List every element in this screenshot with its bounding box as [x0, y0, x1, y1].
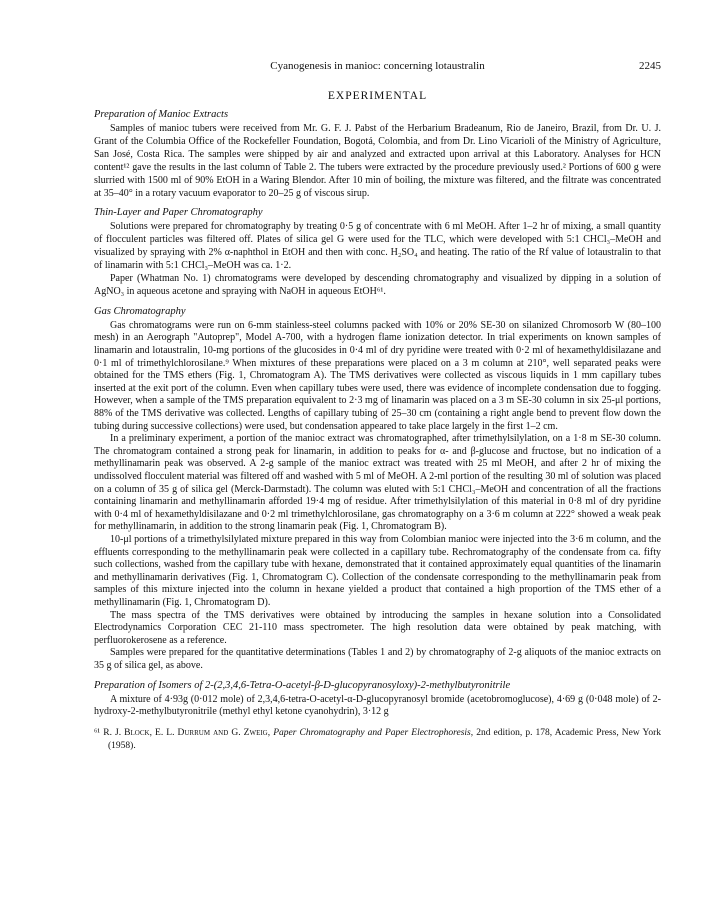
page-number: 2245: [639, 60, 661, 72]
paragraph-gc-4: The mass spectra of the TMS derivatives were obtained by introducing the samples in hexane solution into a Consolidated Electrodynamics Corporation CEC 21-110 mass spectrometer. The high resolution data were obtained by peak matching, with perfluorokerosene as a reference.: [94, 609, 661, 646]
paragraph-extracts: Samples of manioc tubers were received from Mr. G. F. J. Pabst of the Herbarium Bradeanum, Rio de Janeiro, Brazil, from Dr. U. J. Grant of the Columbia Office of the Rockefeller Foundation, Bogotá, Colombia, and from Dr. Lino Vicarioli of the Ministry of Agriculture, San José, Costa Rica. The samples were shipped by air and analyzed and extracted upon arrival at this Laboratory. Analyses for HCN content¹² gave the results in the last column of Table 2. The tubers were extracted by the procedure previously used.² Portions of 600 g were slurried with 1500 ml of 90% EtOH in a Waring Blendor. After 10 min of boiling, the mixture was filtered, and the filtrate was concentrated at 35–40° in a rotary vacuum evaporator to 20–25 g of viscous sirup.: [94, 123, 661, 199]
paragraph-tlc-2: Paper (Whatman No. 1) chromatograms were developed by descending chromatography and visualized by dipping in a solution of AgNO₃ in aqueous acetone and spraying with NaOH in aqueous EtOH⁶¹.: [94, 273, 661, 297]
subsection-heading-tlc: Thin-Layer and Paper Chromatography: [94, 207, 263, 219]
footnote: [94, 727, 661, 752]
paragraph-gc-1: Gas chromatograms were run on 6-mm stainless-steel columns packed with 10% or 20% SE-30 on silanized Chromosorb W (80–100 mesh) in an Aerograph "Autoprep", Model A-700, with a hydrogen flame ionization detector. In trial experiments on known samples of linamarin and lotaustralin, 10-mg portions of the glucosides in 0·4 ml of dry pyridine were treated with 0·2 ml of hexamethyldisilazane and 0·1 ml of trimethylchlorosilane.⁹ When mixtures of these preparations were placed on a 3 m column at 210°, well separated peaks were obtained for the TMS ethers (Fig. 1, Chromatogram A). The TMS derivatives were collected as viscous liquids in 1 mm capillary tubes inserted at the exit port of the column. Even when capillary tubes were used, there was evidence of incomplete condensation due to fogging. However, when a sample of the TMS preparation equivalent to 2·3 mg of linamarin was placed on a 3 m SE-30 column in six 25-μl portions, 88% of the TMS derivative was collected. Lengths of capillary tubing of 25–30 cm (containing a right angle bend to prevent flow down the tubing during successive collections) were used, but condensation appeared to take place largely in the first 1–2 cm.: [94, 319, 661, 432]
running-title: Cyanogenesis in manioc: concerning lotaustralin: [270, 60, 485, 72]
subsection-heading-isomers: Preparation of Isomers of 2-(2,3,4,6-Tetra-O-acetyl-β-D-glucopyranosyloxy)-2-methylbutyronitrile: [94, 679, 511, 691]
footnote-rest: 2nd edition, p. 178, Academic Press, New York (1958).: [108, 728, 662, 751]
paragraph-tlc-1: Solutions were prepared for chromatography by treating 0·5 g of concentrate with 6 ml MeOH. After 1–2 hr of mixing, a small quantity of flocculent particles was filtered off. Plates of silica gel G were used for the TLC, which were developed with 5:1 CHCl₃–MeOH and visualized by spraying with 2% α-naphthol in EtOH and then with conc. H₂SO₄ and heating. The ratio of the Rf value of lotaustralin to that of linamarin with 5:1 CHCl₃–MeOH was ca. 1·2.: [94, 221, 661, 272]
subsection-heading-gc: Gas Chromatography: [94, 305, 186, 317]
footnote-title: Paper Chromatography and Paper Electrophoresis,: [273, 728, 474, 739]
journal-page: [94, 60, 661, 752]
paragraph-gc-5: Samples were prepared for the quantitative determinations (Tables 1 and 2) by chromatography of 2-g aliquots of the manioc extracts on 35 g of silica gel, as above.: [94, 647, 661, 671]
section-title: EXPERIMENTAL: [327, 90, 428, 102]
paragraph-isomers: A mixture of 4·93g (0·012 mole) of 2,3,4,6-tetra-O-acetyl-α-D-glucopyranosyl bromide (acetobromoglucose), 4·69 g (0·048 mole) of 2-hydroxy-2-methylbutyronitrile (methyl ethyl ketone cyanohydrin), 3·12 g: [94, 693, 661, 718]
paragraph-gc-3: 10-μl portions of a trimethylsilylated mixture prepared in this way from Colombian manioc were injected into the 3·6 m column, and the effluents corresponding to the methyllinamarin peak were collected in a capillary tube. Rechromatography of the condensate from ca. fifty such collections, washed from the capillary tube with hexane, demonstrated that it contained approximately equal quantities of the linamarin and methyllinamarin derivatives (Fig. 1, Chromatogram C). Collection of the condensate corresponding to the methyllinamarin peak from samples of this mixture injected into the column in hexane yielded a product that contained a high proportion of the TMS ether of a methyllinamarin (Fig. 1, Chromatogram D).: [94, 533, 661, 608]
running-header: [94, 60, 661, 76]
footnote-authors: R. J. Block, E. L. Durrum and G. Zweig,: [103, 728, 271, 739]
paragraph-gc-2: In a preliminary experiment, a portion of the manioc extract was chromatographed, after trimethylsilylation, on a 1·8 m SE-30 column. The chromatogram contained a strong peak for linamarin, in addition to peaks for α- and β-glucose and fructose, but no indication of a methyllinamarin peak was observed. A 2-g sample of the manioc extract was treated with 25 ml MeOH, and after 2 hr of mixing the undissolved flocculent material was filtered off and washed with 5 ml of MeOH. A 2-ml portion of the resulting 30 ml of solution was placed on a column of 35 g of silica gel (Merck-Darmstadt). The column was eluted with 5:1 CHCl₃–MeOH and concentration of all the fractions containing linamarin and methyllinamarin afforded 19·4 mg of residue. After trimethylsilylation of this material in 0·8 ml of dry pyridine with 0·4 ml of hexamethyldisilazane and 0·2 ml trimethylchlorosilane, gas chromatography on a 3·6 m column at 222° showed a weak peak for methyllinamarin, in addition to the strong linamarin peak (Fig. 1, Chromatogram B).: [94, 433, 661, 533]
footnote-number: ⁶¹: [94, 728, 101, 739]
subsection-heading-extracts: Preparation of Manioc Extracts: [94, 109, 229, 120]
